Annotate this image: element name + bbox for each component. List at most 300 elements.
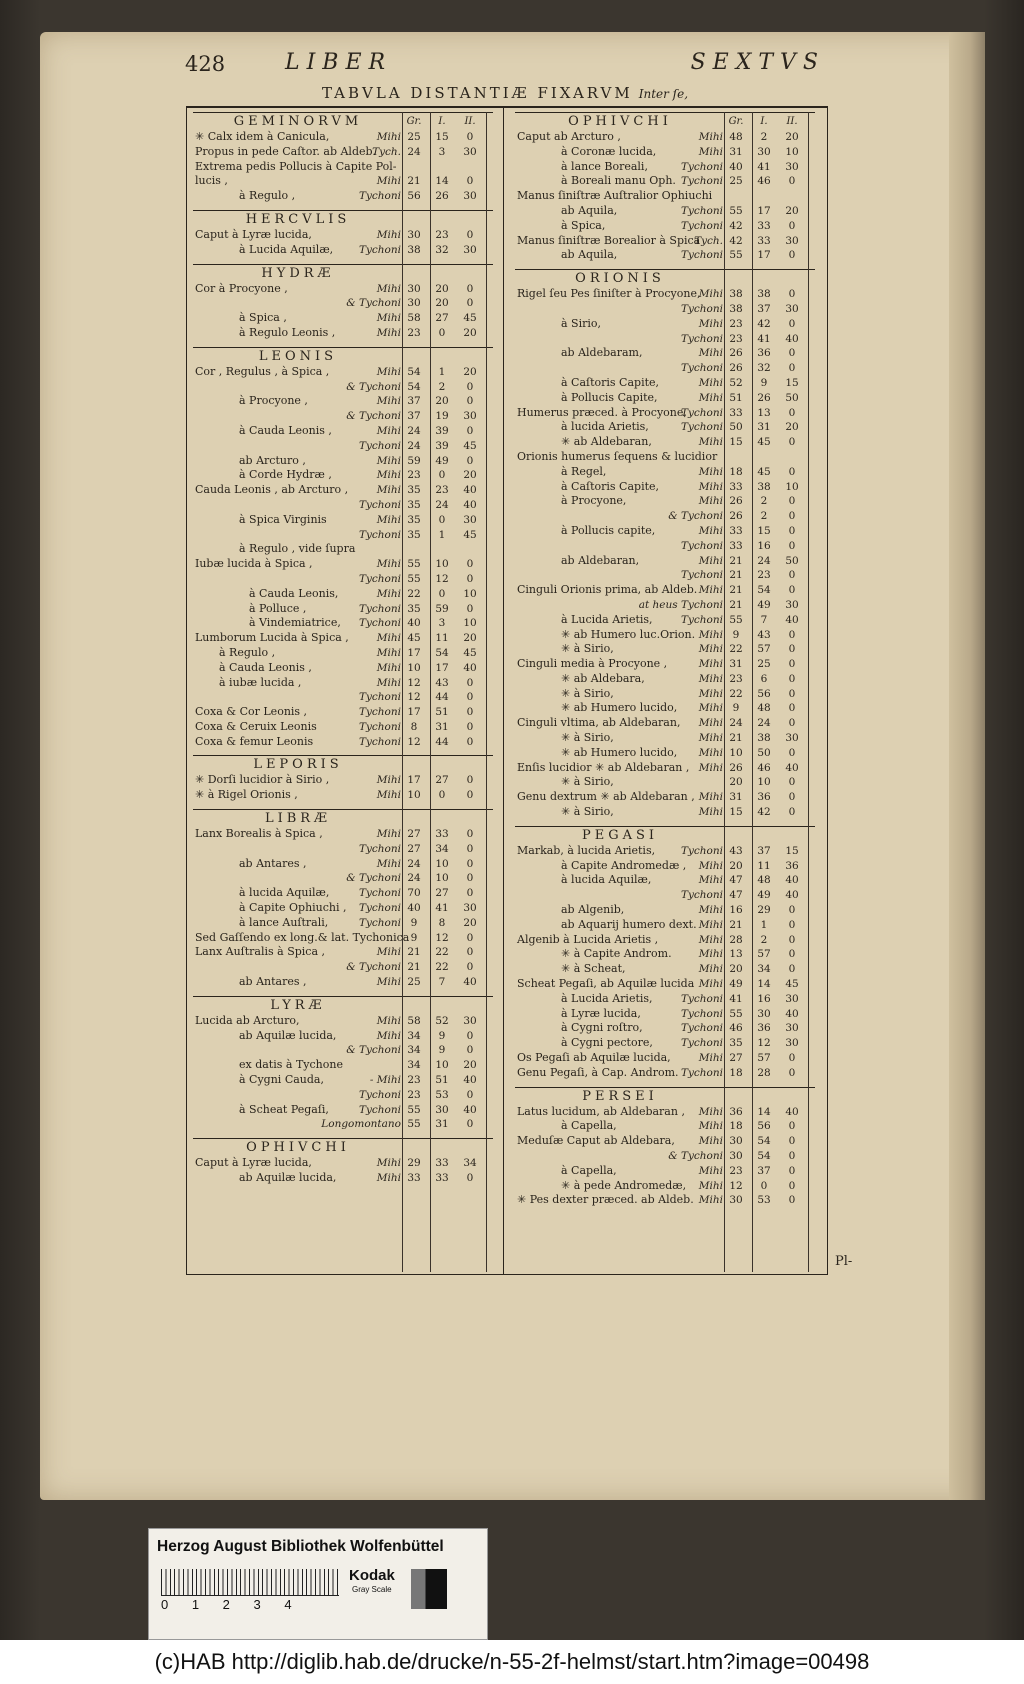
observer-authority: Mihi <box>376 774 401 787</box>
degrees-value: 9 <box>732 628 740 641</box>
degrees-value: 54 <box>407 380 421 393</box>
observer-authority: Mihi <box>376 326 401 339</box>
star-description: à Spica , <box>239 311 287 325</box>
observer-authority: Tychoni <box>358 528 401 541</box>
observer-authority: Mihi <box>698 948 723 961</box>
seconds-value: 30 <box>785 598 799 611</box>
star-description: Iubæ lucida à Spica , <box>195 557 313 571</box>
degrees-value: 15 <box>729 436 743 449</box>
degrees-value: 40 <box>729 160 743 173</box>
minutes-value: 0 <box>438 469 446 482</box>
table-row <box>193 916 493 931</box>
seconds-value: 40 <box>463 661 477 674</box>
seconds-value: 10 <box>785 145 799 158</box>
table-row <box>193 1043 493 1058</box>
seconds-value: 20 <box>463 326 477 339</box>
degrees-value: 22 <box>407 587 421 600</box>
observer-authority: & Tychoni <box>346 961 401 974</box>
degrees-value: 35 <box>407 513 421 526</box>
seconds-value: 30 <box>785 1022 799 1035</box>
seconds-value: 20 <box>463 469 477 482</box>
observer-authority: Tychoni <box>680 175 723 188</box>
star-description: à Capite Andromedæ , <box>561 858 687 872</box>
minutes-value: 22 <box>435 946 449 959</box>
degrees-value: 46 <box>729 1022 743 1035</box>
degrees-value: 35 <box>407 484 421 497</box>
observer-authority: Mihi <box>376 976 401 989</box>
seconds-value: 0 <box>466 828 474 841</box>
seconds-value: 0 <box>788 702 796 715</box>
section-title: LIBRÆ <box>264 811 332 827</box>
minutes-value: 2 <box>760 933 768 946</box>
table-row <box>515 761 815 776</box>
seconds-value: 0 <box>788 249 796 262</box>
minutes-value: 31 <box>757 421 771 434</box>
star-description: à Capella, <box>561 1119 617 1133</box>
minutes-value: 27 <box>435 887 449 900</box>
column-header: I. <box>438 116 446 127</box>
table-row <box>515 598 815 613</box>
minutes-value: 38 <box>757 288 771 301</box>
observer-authority: Mihi <box>698 717 723 730</box>
seconds-value: 20 <box>463 1059 477 1072</box>
degrees-value: 21 <box>729 569 743 582</box>
table-row <box>515 657 815 672</box>
column-header: II. <box>786 116 798 127</box>
observer-authority: Mihi <box>698 436 723 449</box>
star-description: à Sirio, <box>561 316 602 330</box>
minutes-value: 23 <box>435 484 449 497</box>
table-row <box>515 406 815 421</box>
minutes-value: 0 <box>438 326 446 339</box>
degrees-value: 43 <box>729 844 743 857</box>
observer-authority: Mihi <box>376 513 401 526</box>
star-description: ✳ ab Humero luc.Orion. <box>561 627 696 641</box>
star-description: à lance Boreali, <box>561 159 648 173</box>
minutes-value: 20 <box>435 395 449 408</box>
observer-authority: Mihi <box>376 312 401 325</box>
kodak-logo: Kodak <box>349 1567 395 1584</box>
minutes-value: 10 <box>435 872 449 885</box>
degrees-value: 10 <box>729 746 743 759</box>
degrees-value: 35 <box>407 528 421 541</box>
degrees-value: 42 <box>729 234 743 247</box>
minutes-value: 23 <box>435 228 449 241</box>
table-title <box>185 84 825 102</box>
observer-authority: Mihi <box>376 1029 401 1042</box>
seconds-value: 40 <box>463 1074 477 1087</box>
table-row <box>515 1036 815 1051</box>
degrees-value: 16 <box>729 904 743 917</box>
minutes-value: 45 <box>757 465 771 478</box>
section-header <box>193 1138 493 1156</box>
seconds-value: 50 <box>785 554 799 567</box>
degrees-value: 25 <box>407 131 421 143</box>
degrees-value: 17 <box>407 646 421 659</box>
minutes-value: 54 <box>757 584 771 597</box>
observer-authority: Mihi <box>376 175 401 188</box>
seconds-value: 0 <box>788 347 796 360</box>
star-description: à Procyone, <box>561 494 627 508</box>
degrees-value: 48 <box>729 131 743 143</box>
observer-authority: Mihi <box>376 661 401 674</box>
degrees-value: 30 <box>407 282 421 295</box>
table-row <box>515 480 815 495</box>
degrees-value: 58 <box>407 1014 421 1027</box>
table-row <box>515 189 815 204</box>
table-row <box>515 992 815 1007</box>
seconds-value: 0 <box>788 524 796 537</box>
observer-authority: Mihi <box>698 643 723 656</box>
degrees-value: 17 <box>407 706 421 719</box>
seconds-value: 0 <box>788 495 796 508</box>
minutes-value: 3 <box>438 617 446 630</box>
degrees-value: 33 <box>729 406 743 419</box>
minutes-value: 28 <box>757 1066 771 1079</box>
star-description: Coxa & femur Leonis <box>195 734 314 748</box>
observer-authority: Mihi <box>376 228 401 241</box>
star-description: à Cauda Leonis , <box>219 660 312 674</box>
star-description: ab Aquilæ lucida, <box>239 1171 337 1185</box>
seconds-value: 0 <box>466 735 474 748</box>
seconds-value: 0 <box>466 931 474 944</box>
star-description: Caput ab Arcturo , <box>517 130 621 143</box>
table-section <box>193 264 493 341</box>
star-description: à iubæ lucida , <box>219 675 302 689</box>
table-row <box>193 424 493 439</box>
minutes-value: 20 <box>435 297 449 310</box>
star-description: ✳ ab Humero lucido, <box>561 701 678 715</box>
observer-authority: Tych. <box>372 145 401 158</box>
degrees-value: 23 <box>729 317 743 330</box>
degrees-value: 41 <box>729 992 743 1005</box>
table-row <box>515 160 815 175</box>
star-description: Manus ſiniſtræ Auſtralior Ophiuchi <box>517 189 713 203</box>
star-description: à Cygni roſtro, <box>561 1021 643 1035</box>
table-section <box>193 112 493 204</box>
star-description: Extrema pedis Pollucis à Capite Pol- <box>195 159 397 173</box>
star-description: à lance Auſtrali, <box>239 915 329 929</box>
minutes-value: 2 <box>760 510 768 523</box>
seconds-value: 0 <box>466 558 474 571</box>
degrees-value: 23 <box>729 332 743 345</box>
observer-authority: Tychoni <box>358 243 401 256</box>
seconds-value: 0 <box>466 175 474 188</box>
table-row <box>193 468 493 483</box>
minutes-value: 33 <box>435 1172 449 1185</box>
seconds-value: 0 <box>466 1029 474 1042</box>
table-row <box>515 977 815 992</box>
observer-authority: & Tychoni <box>346 297 401 310</box>
table-row <box>193 483 493 498</box>
table-section <box>193 996 493 1132</box>
table-row <box>515 918 815 933</box>
observer-authority: Mihi <box>698 145 723 158</box>
observer-authority: Mihi <box>376 789 401 802</box>
star-description: à Scheat Pegaſi, <box>239 1102 329 1116</box>
degrees-value: 21 <box>729 554 743 567</box>
degrees-value: 20 <box>729 963 743 976</box>
table-row <box>193 842 493 857</box>
section-title: LEONIS <box>258 348 338 364</box>
observer-authority: Mihi <box>698 1105 723 1118</box>
star-description: Lucida ab Arcturo, <box>195 1013 300 1027</box>
star-description: Cor , Regulus , à Spica , <box>195 364 330 378</box>
degrees-value: 52 <box>729 376 743 389</box>
degrees-value: 8 <box>410 720 418 733</box>
table-row <box>515 524 815 539</box>
minutes-value: 27 <box>435 774 449 787</box>
seconds-value: 0 <box>466 380 474 393</box>
seconds-value: 50 <box>785 391 799 404</box>
seconds-value: 0 <box>466 774 474 787</box>
table-row <box>193 439 493 454</box>
table-row <box>515 287 815 302</box>
seconds-value: 0 <box>466 602 474 615</box>
minutes-value: 57 <box>757 948 771 961</box>
seconds-value: 0 <box>788 510 796 523</box>
running-title-right: SEXTVS <box>690 50 825 75</box>
seconds-value: 0 <box>788 717 796 730</box>
seconds-value: 0 <box>466 1088 474 1101</box>
degrees-value: 27 <box>407 842 421 855</box>
observer-authority: Tychoni <box>680 421 723 434</box>
star-description: Cinguli vltima, ab Aldebaran, <box>517 716 681 730</box>
seconds-value: 0 <box>788 1066 796 1079</box>
seconds-value: 10 <box>785 480 799 493</box>
degrees-value: 58 <box>407 312 421 325</box>
seconds-value: 0 <box>466 872 474 885</box>
star-description: ab Aldebaram, <box>561 346 643 360</box>
observer-authority: Tychoni <box>358 691 401 704</box>
seconds-value: 45 <box>785 978 799 991</box>
degrees-value: 9 <box>410 931 418 944</box>
degrees-value: 35 <box>729 1037 743 1050</box>
observer-authority: Tychoni <box>358 735 401 748</box>
degrees-value: 23 <box>407 1074 421 1087</box>
seconds-value: 30 <box>463 243 477 256</box>
observer-authority: Mihi <box>698 480 723 493</box>
minutes-value: 37 <box>757 844 771 857</box>
minutes-value: 34 <box>435 842 449 855</box>
minutes-value: 41 <box>435 902 449 915</box>
minutes-value: 36 <box>757 791 771 804</box>
observer-authority: Mihi <box>698 791 723 804</box>
degrees-value: 55 <box>729 613 743 626</box>
observer-authority: Mihi <box>376 469 401 482</box>
minutes-value: 10 <box>435 1059 449 1072</box>
minutes-value: 14 <box>757 1105 771 1118</box>
observer-authority: Mihi <box>376 558 401 571</box>
minutes-value: 9 <box>760 376 768 389</box>
minutes-value: 0 <box>438 789 446 802</box>
minutes-value: 32 <box>435 243 449 256</box>
observer-authority: Tychoni <box>680 160 723 173</box>
degrees-value: 21 <box>729 598 743 611</box>
table-row <box>193 931 493 946</box>
observer-authority: Tychoni <box>680 362 723 375</box>
table-row <box>193 602 493 617</box>
observer-authority: Tychoni <box>680 889 723 902</box>
seconds-value: 0 <box>466 720 474 733</box>
minutes-value: 33 <box>435 1157 449 1170</box>
observer-authority: Tychoni <box>680 1022 723 1035</box>
minutes-value: 2 <box>760 495 768 508</box>
table-row <box>193 1156 493 1171</box>
table-row <box>193 1073 493 1088</box>
observer-authority: Mihi <box>698 1135 723 1148</box>
table-row <box>515 317 815 332</box>
minutes-value: 43 <box>757 628 771 641</box>
degrees-value: 21 <box>729 732 743 745</box>
minutes-value: 34 <box>757 963 771 976</box>
star-description: Genu Pegaſi, à Cap. Androm. <box>517 1065 679 1079</box>
observer-authority: Mihi <box>376 454 401 467</box>
degrees-value: 23 <box>407 469 421 482</box>
degrees-value: 26 <box>729 495 743 508</box>
seconds-value: 0 <box>788 436 796 449</box>
minutes-value: 20 <box>435 282 449 295</box>
left-column <box>193 112 493 1272</box>
seconds-value: 40 <box>785 889 799 902</box>
star-description: à Lucida Aquilæ, <box>239 242 334 256</box>
minutes-value: 54 <box>435 646 449 659</box>
seconds-value: 30 <box>463 902 477 915</box>
table-row <box>515 642 815 657</box>
table-row <box>193 960 493 975</box>
minutes-value: 38 <box>757 732 771 745</box>
minutes-value: 26 <box>757 391 771 404</box>
observer-authority: Mihi <box>698 584 723 597</box>
minutes-value: 16 <box>757 992 771 1005</box>
column-header: Gr. <box>406 116 422 127</box>
minutes-value: 38 <box>757 480 771 493</box>
degrees-value: 30 <box>729 1135 743 1148</box>
seconds-value: 20 <box>463 916 477 929</box>
star-description: Cinguli media à Procyone , <box>517 657 668 671</box>
minutes-value: 15 <box>435 131 449 143</box>
star-description: à Cauda Leonis , <box>239 423 332 437</box>
star-description: à Procyone , <box>239 394 308 408</box>
minutes-value: 15 <box>757 524 771 537</box>
star-description: à Cauda Leonis, <box>249 586 339 600</box>
degrees-value: 23 <box>407 1088 421 1101</box>
observer-authority: Tychoni <box>358 498 401 511</box>
table-row <box>193 326 493 341</box>
table-row <box>515 1179 815 1194</box>
star-description: Manus ſiniſtræ Borealior à Spica <box>517 233 701 247</box>
minutes-value: 1 <box>760 918 768 931</box>
seconds-value: 0 <box>788 175 796 188</box>
section-header <box>515 1087 815 1105</box>
seconds-value: 40 <box>463 484 477 497</box>
observer-authority: Mihi <box>376 365 401 378</box>
degrees-value: 25 <box>729 175 743 188</box>
table-row <box>515 346 815 361</box>
star-description: à Regulo Leonis , <box>239 325 336 339</box>
table-row <box>193 945 493 960</box>
degrees-value: 37 <box>407 395 421 408</box>
star-description: à Capella, <box>561 1163 617 1177</box>
degrees-value: 27 <box>729 1052 743 1065</box>
observer-authority: Tychoni <box>680 249 723 262</box>
table-row <box>515 947 815 962</box>
minutes-value: 11 <box>757 859 771 872</box>
observer-authority: Mihi <box>376 646 401 659</box>
star-description: ✳ à Sirio, <box>561 775 614 789</box>
seconds-value: 36 <box>785 859 799 872</box>
table-row <box>193 528 493 543</box>
degrees-value: 24 <box>729 717 743 730</box>
minutes-value: 2 <box>760 131 768 143</box>
star-description: à lucida Aquilæ, <box>561 873 652 887</box>
table-row <box>193 454 493 469</box>
degrees-value: 15 <box>729 806 743 819</box>
minutes-value: 3 <box>438 145 446 158</box>
degrees-value: 55 <box>729 204 743 217</box>
table-row <box>515 420 815 435</box>
minutes-value: 56 <box>757 1120 771 1133</box>
seconds-value: 30 <box>463 513 477 526</box>
seconds-value: 40 <box>785 761 799 774</box>
star-description: ✳ à Rigel Orionis , <box>195 788 298 802</box>
minutes-value: 50 <box>757 746 771 759</box>
minutes-value: 0 <box>760 1179 768 1192</box>
observer-authority: Mihi <box>698 465 723 478</box>
seconds-value: 15 <box>785 844 799 857</box>
table-row <box>193 871 493 886</box>
seconds-value: 20 <box>785 131 799 143</box>
seconds-value: 0 <box>788 362 796 375</box>
observer-authority: Tychoni <box>680 1007 723 1020</box>
seconds-value: 0 <box>788 1150 796 1162</box>
star-description: Markab, à lucida Arietis, <box>517 843 656 857</box>
minutes-value: 12 <box>757 1037 771 1050</box>
degrees-value: 30 <box>729 1150 743 1162</box>
minutes-value: 17 <box>435 661 449 674</box>
star-description: ex datis à Tychone <box>239 1058 343 1072</box>
table-row <box>193 587 493 602</box>
seconds-value: 0 <box>788 791 796 804</box>
seconds-value: 0 <box>788 776 796 789</box>
degrees-value: 45 <box>407 632 421 645</box>
star-description: à Cygni Cauda, <box>239 1073 324 1087</box>
degrees-value: 21 <box>729 918 743 931</box>
minutes-value: 24 <box>757 717 771 730</box>
table-row <box>515 1149 815 1164</box>
minutes-value: 6 <box>760 672 768 685</box>
degrees-value: 24 <box>407 145 421 158</box>
star-description: à lucida Aquilæ, <box>239 886 330 900</box>
minutes-value: 51 <box>435 706 449 719</box>
table-row <box>193 145 493 160</box>
minutes-value: 44 <box>435 735 449 748</box>
table-row <box>193 705 493 720</box>
star-description: Lanx Borealis à Spica , <box>195 827 323 841</box>
seconds-value: 0 <box>788 406 796 419</box>
table-row <box>515 775 815 790</box>
observer-authority: Mihi <box>376 857 401 870</box>
table-title-main: TABVLA DISTANTIÆ FIXARVM <box>321 84 633 102</box>
section-title: PERSEI <box>582 1088 658 1104</box>
minutes-value: 42 <box>757 806 771 819</box>
seconds-value: 45 <box>463 312 477 325</box>
table-title-suffix: Inter ſe, <box>638 87 689 101</box>
seconds-value: 0 <box>788 584 796 597</box>
degrees-value: 10 <box>407 661 421 674</box>
table-section <box>193 210 493 258</box>
table-row <box>193 557 493 572</box>
